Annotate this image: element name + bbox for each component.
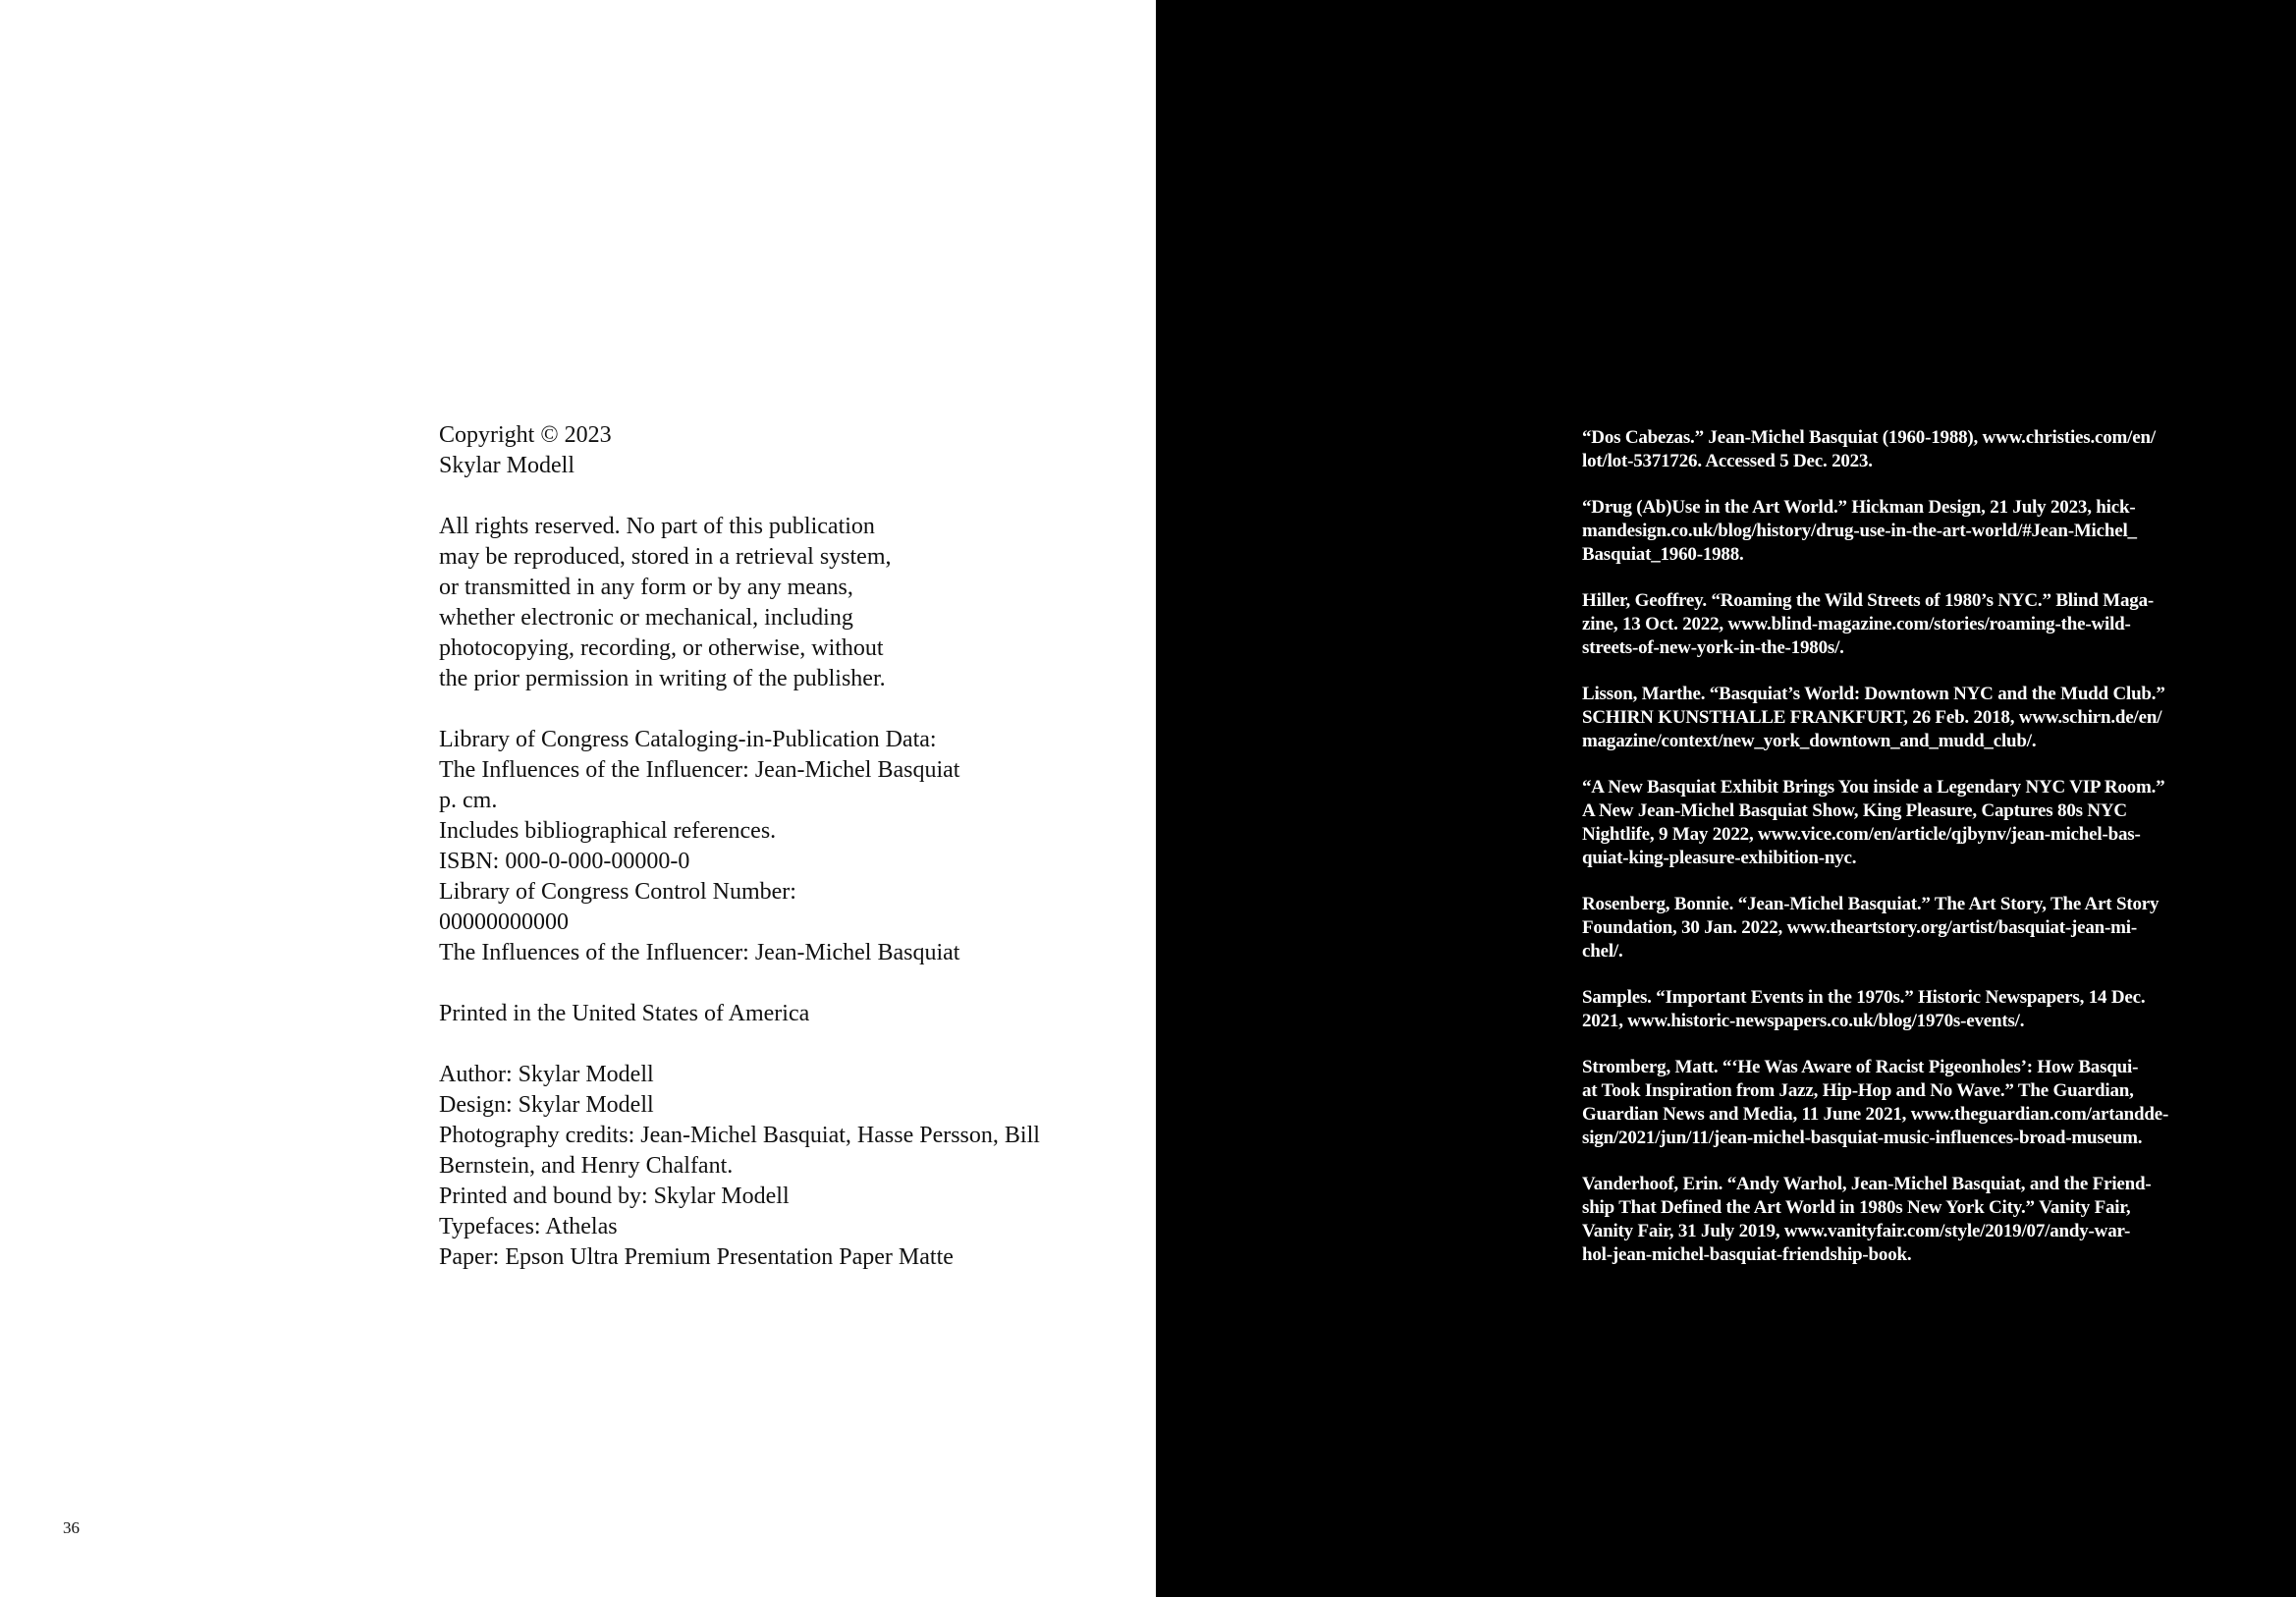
rights-line: All rights reserved. No part of this publication: [439, 514, 875, 539]
copyright-notice: [439, 420, 1126, 481]
bibliography-entry: [1582, 589, 2250, 660]
bibliography-line: hol-jean-michel-basquiat-friendship-book.: [1582, 1244, 1912, 1265]
rights-line: or transmitted in any form or by any means,: [439, 575, 853, 600]
rights-statement: [439, 512, 1126, 694]
bibliography-line: at Took Inspiration from Jazz, Hip-Hop and No Wave.” The Guardian,: [1582, 1080, 2134, 1101]
bibliography-line: lot/lot-5371726. Accessed 5 Dec. 2023.: [1582, 451, 1873, 471]
author-credit: Author: Skylar Modell: [439, 1062, 654, 1087]
rights-line: may be reproduced, stored in a retrieval system,: [439, 544, 892, 570]
bibliography-entry: [1582, 986, 2250, 1033]
bibliography-line: ship That Defined the Art World in 1980s New York City.” Vanity Fair,: [1582, 1197, 2131, 1218]
cataloging-line: Library of Congress Cataloging-in-Publication Data:: [439, 727, 937, 752]
bibliography-line: Nightlife, 9 May 2022, www.vice.com/en/article/qjbynv/jean-michel-bas-: [1582, 824, 2141, 845]
bibliography-line: zine, 13 Oct. 2022, www.blind-magazine.com/stories/roaming-the-wild-: [1582, 614, 2131, 634]
cataloging-line: The Influences of the Influencer: Jean-Michel Basquiat: [439, 940, 960, 965]
cataloging-line: Includes bibliographical references.: [439, 818, 777, 844]
bibliography-line: “Dos Cabezas.” Jean-Michel Basquiat (1960-1988), www.christies.com/en/: [1582, 427, 2156, 448]
copyright-page-text: [439, 420, 1126, 1303]
bibliography-line: SCHIRN KUNSTHALLE FRANKFURT, 26 Feb. 2018, www.schirn.de/en/: [1582, 707, 2162, 728]
bibliography-line: Guardian News and Media, 11 June 2021, www.theguardian.com/artandde-: [1582, 1104, 2169, 1125]
bibliography-line: chel/.: [1582, 941, 1623, 962]
bibliography-line: Vanity Fair, 31 July 2019, www.vanityfair.com/style/2019/07/andy-war-: [1582, 1221, 2131, 1241]
right-page: [1156, 0, 2296, 1597]
bibliography-line: Basquiat_1960-1988.: [1582, 544, 1744, 565]
paper-credit: Paper: Epson Ultra Premium Presentation Paper Matte: [439, 1244, 954, 1270]
rights-line: photocopying, recording, or otherwise, without: [439, 635, 884, 661]
rights-line: the prior permission in writing of the publisher.: [439, 666, 886, 691]
bibliography-line: magazine/context/new_york_downtown_and_mudd_club/.: [1582, 731, 2037, 751]
copyright-line: Copyright © 2023: [439, 422, 612, 448]
bibliography-entry: [1582, 426, 2250, 473]
bibliography-line: Vanderhoof, Erin. “Andy Warhol, Jean-Michel Basquiat, and the Friend-: [1582, 1174, 2152, 1194]
bibliography-entry: [1582, 1056, 2250, 1150]
control-number: 00000000000: [439, 909, 569, 935]
bibliography-line: streets-of-new-york-in-the-1980s/.: [1582, 637, 1844, 658]
bibliography-line: 2021, www.historic-newspapers.co.uk/blog/1970s-events/.: [1582, 1011, 2025, 1031]
bibliography-line: Foundation, 30 Jan. 2022, www.theartstory.org/artist/basquiat-jean-mi-: [1582, 917, 2137, 938]
copyright-holder: Skylar Modell: [439, 453, 574, 478]
cataloging-line: Library of Congress Control Number:: [439, 879, 796, 905]
cataloging-line: p. cm.: [439, 788, 498, 813]
bibliography-line: A New Jean-Michel Basquiat Show, King Pleasure, Captures 80s NYC: [1582, 800, 2127, 821]
bibliography: [1582, 426, 2250, 1290]
printed-bound-credit: Printed and bound by: Skylar Modell: [439, 1184, 790, 1209]
rights-line: whether electronic or mechanical, including: [439, 605, 853, 631]
bibliography-line: Hiller, Geoffrey. “Roaming the Wild Streets of 1980’s NYC.” Blind Maga-: [1582, 590, 2154, 611]
cataloging-line: The Influences of the Influencer: Jean-Michel Basquiat: [439, 757, 960, 783]
bibliography-entry: [1582, 776, 2250, 870]
bibliography-entry: [1582, 683, 2250, 753]
bibliography-line: Rosenberg, Bonnie. “Jean-Michel Basquiat.” The Art Story, The Art Story: [1582, 894, 2159, 914]
bibliography-line: Samples. “Important Events in the 1970s.” Historic Newspapers, 14 Dec.: [1582, 987, 2146, 1008]
bibliography-line: sign/2021/jun/11/jean-michel-basquiat-music-influences-broad-museum.: [1582, 1128, 2143, 1148]
cataloging-data: [439, 725, 1126, 968]
photography-credit: Photography credits: Jean-Michel Basquiat, Hasse Persson, Bill Bernstein, and Henry Chalfant.: [439, 1123, 1040, 1179]
bibliography-line: Stromberg, Matt. “‘He Was Aware of Racist Pigeonholes’: How Basqui-: [1582, 1057, 2139, 1077]
printed-in-line: Printed in the United States of America: [439, 1001, 810, 1026]
printed-in: [439, 999, 1126, 1029]
credits: [439, 1060, 1126, 1273]
bibliography-line: “A New Basquiat Exhibit Brings You inside a Legendary NYC VIP Room.”: [1582, 777, 2165, 798]
bibliography-line: “Drug (Ab)Use in the Art World.” Hickman Design, 21 July 2023, hick-: [1582, 497, 2136, 518]
design-credit: Design: Skylar Modell: [439, 1092, 654, 1118]
bibliography-line: Lisson, Marthe. “Basquiat’s World: Downtown NYC and the Mudd Club.”: [1582, 684, 2165, 704]
bibliography-entry: [1582, 1173, 2250, 1267]
bibliography-entry: [1582, 496, 2250, 567]
bibliography-entry: [1582, 893, 2250, 964]
page-number: 36: [63, 1518, 80, 1537]
bibliography-line: mandesign.co.uk/blog/history/drug-use-in-the-art-world/#Jean-Michel_: [1582, 521, 2137, 541]
bibliography-line: quiat-king-pleasure-exhibition-nyc.: [1582, 848, 1857, 868]
typefaces-credit: Typefaces: Athelas: [439, 1214, 618, 1239]
isbn: ISBN: 000-0-000-00000-0: [439, 849, 690, 874]
